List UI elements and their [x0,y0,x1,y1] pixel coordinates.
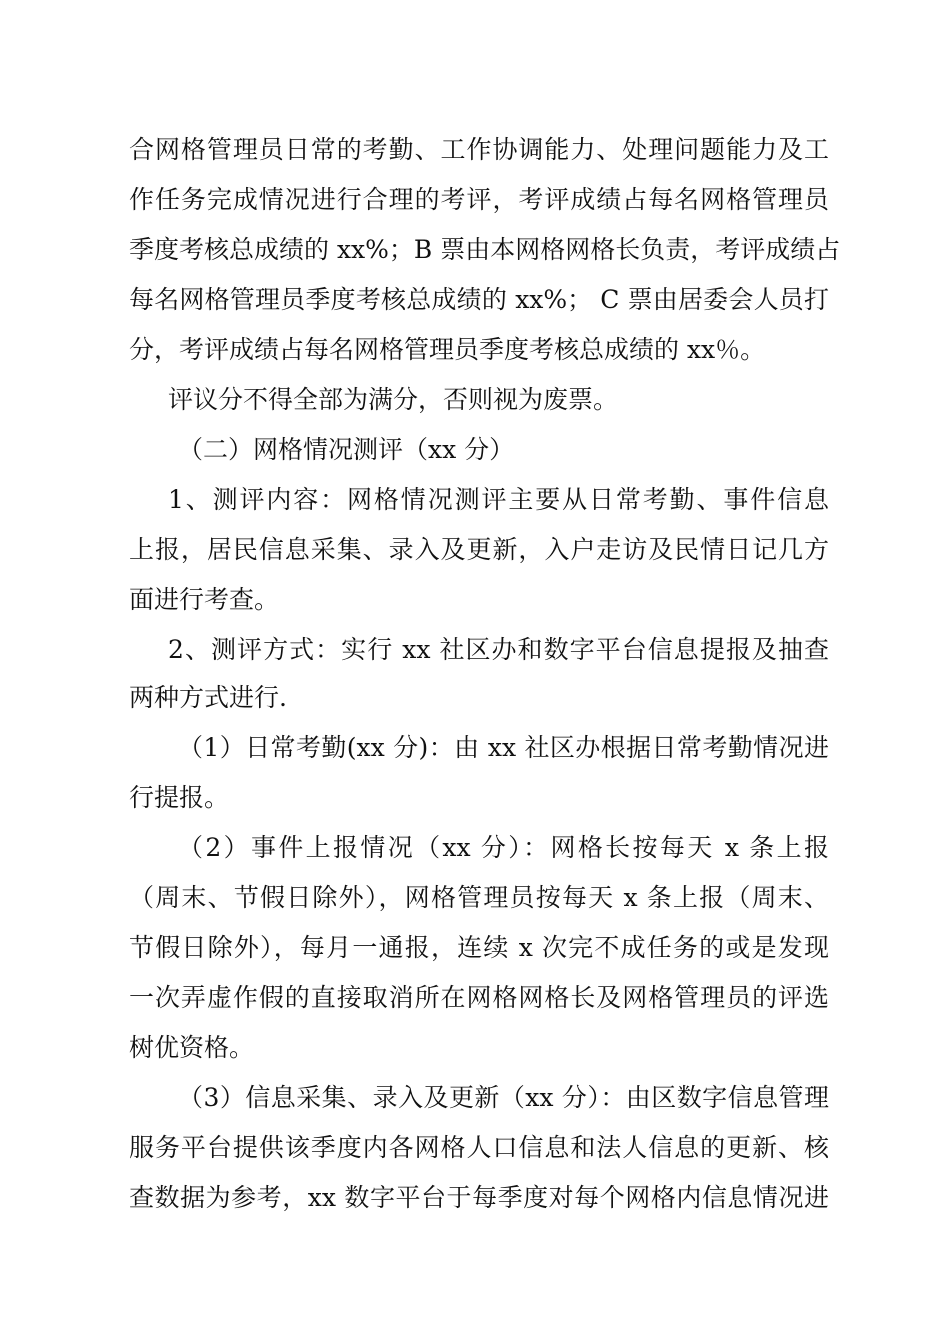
body-text-line: 服务平台提供该季度内各网格人口信息和法人信息的更新、核 [129,1133,829,1162]
body-text-line: 上报，居民信息采集、录入及更新，入户走访及民情日记几方 [129,535,829,564]
body-text-line: 行提报。 [129,783,230,812]
section-heading: （二）网格情况测评（xx 分） [178,435,515,464]
body-text-line: 2、测评方式：实行 xx 社区办和数字平台信息提报及抽查 [168,635,829,664]
body-text-line: 合网格管理员日常的考勤、工作协调能力、处理问题能力及工 [129,135,829,164]
body-text-line: 1、测评内容：网格情况测评主要从日常考勤、事件信息 [168,485,829,514]
body-text-line: 评议分不得全部为满分，否则视为废票。 [168,385,619,414]
body-text-line: 一次弄虚作假的直接取消所在网格网格长及网格管理员的评选 [129,983,829,1012]
body-text-line: 节假日除外），每月一通报，连续 x 次完不成任务的或是发现 [129,933,829,962]
body-text-line: 树优资格。 [129,1033,255,1062]
body-text-line: （1）日常考勤(xx 分)：由 xx 社区办根据日常考勤情况进 [178,733,829,762]
body-text-line: 两种方式进行. [129,683,287,712]
body-text-line: 季度考核总成绩的 xx%；B 票由本网格网格长负责，考评成绩占 [129,235,841,264]
body-text-line: 作任务完成情况进行合理的考评，考评成绩占每名网格管理员 [129,185,829,214]
body-text-line: （3）信息采集、录入及更新（xx 分）：由区数字信息管理 [178,1083,829,1112]
body-text-line: （2）事件上报情况（xx 分）：网格长按每天 x 条上报 [178,833,829,862]
body-text-line: （周末、节假日除外），网格管理员按每天 x 条上报（周末、 [129,883,829,912]
body-text-line: 分，考评成绩占每名网格管理员季度考核总成绩的 xx％。 [129,335,766,364]
body-text-line: 每名网格管理员季度考核总成绩的 xx%； C 票由居委会人员打 [129,285,829,314]
body-text-line: 查数据为参考，xx 数字平台于每季度对每个网格内信息情况进 [129,1183,829,1212]
body-text-line: 面进行考查。 [129,585,280,614]
